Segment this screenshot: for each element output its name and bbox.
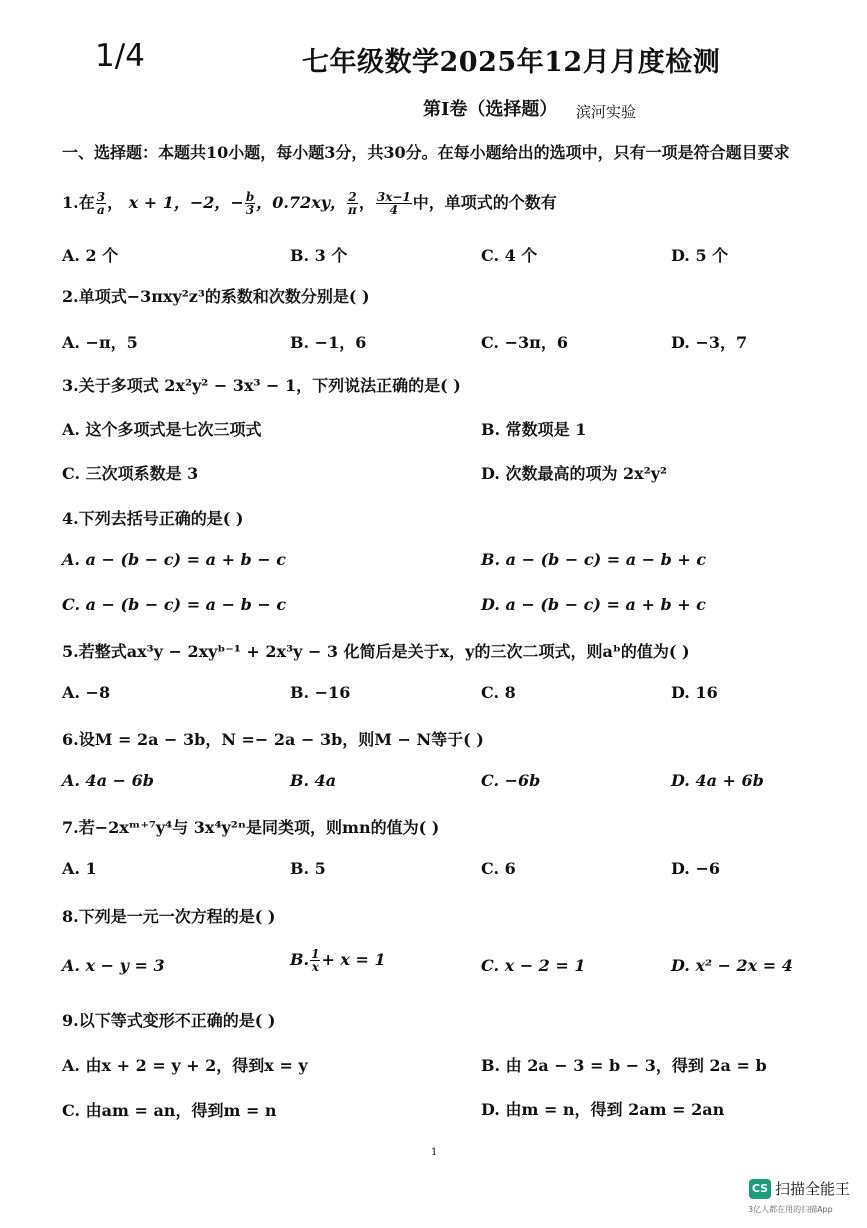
option-b: B. a − (b − c) = a − b + c [481,550,707,569]
option-c: C. x − 2 = 1 [481,956,586,975]
option-d: D. 4a + 6b [671,771,764,790]
fraction: $\frac{b}{3}$ [245,190,255,217]
option-a: A. a − (b − c) = a + b − c [62,550,287,569]
option-d: D. −3，7 [671,333,748,352]
option-d: D. 由m = n，得到 2am = 2an [481,1100,725,1119]
option-c: C. 6 [481,859,516,878]
option-a: A. −π，5 [62,333,138,352]
question-9: 9.以下等式变形不正确的是( ) [62,1011,276,1030]
question-4: 4.下列去括号正确的是( ) [62,509,244,528]
option-a: A. x − y = 3 [62,956,165,975]
option-a: A. 4a − 6b [62,771,154,790]
option-c: C. −3π，6 [481,333,568,352]
option-b: B. 常数项是 1 [481,420,587,439]
option-d: D. −6 [671,859,720,878]
option-c: C. 8 [481,683,516,702]
option-a: A. 这个多项式是七次三项式 [62,420,262,439]
option-a: A. 2 个 [62,246,119,265]
question-8: 8.下列是一元一次方程的是( ) [62,907,276,926]
option-c: C. a − (b − c) = a − b − c [62,595,287,614]
option-b: B. $\frac{1}{x}$ + x = 1 [290,947,386,974]
option-b: B. −16 [290,683,351,702]
fraction: $\frac{1}{x}$ [311,947,320,974]
exam-title: 七年级数学2025年12月月度检测 [302,47,721,78]
option-b: B. 3 个 [290,246,348,265]
fraction: $\frac{3x-1}{4}$ [376,190,411,217]
option-c: C. 4 个 [481,246,538,265]
question-6: 6.设M = 2a − 3b，N =− 2a − 3b，则M − N等于( ) [62,730,484,749]
option-d: D. 5 个 [671,246,729,265]
scanner-brand: 扫描全能王 [775,1180,851,1198]
option-a: A. 由x + 2 = y + 2，得到x = y [62,1056,308,1075]
page-mark: 1 [431,1147,438,1158]
fraction: $\frac{3}{a}$ [96,190,106,217]
option-a: A. 1 [62,859,97,878]
scanner-badge [749,1178,850,1199]
question-7: 7.若−2xᵐ⁺⁷y⁴与 3x⁴y²ⁿ是同类项，则mn的值为( ) [62,818,440,837]
option-d: D. a − (b − c) = a + b + c [481,595,706,614]
option-a: A. −8 [62,683,111,702]
paper-section-title: 第I卷（选择题） [423,99,558,120]
question-3: 3.关于多项式 2x²y² − 3x³ − 1，下列说法正确的是( ) [62,376,461,395]
option-c: C. −6b [481,771,541,790]
page-number: 1/4 [95,38,145,74]
option-b: B. −1，6 [290,333,367,352]
question-2: 2.单项式−3πxy²z³的系数和次数分别是( ) [62,287,370,306]
section-heading: 一、选择题：本题共10小题，每小题3分，共30分。在每小题给出的选项中，只有一项是符合题目要求 [62,143,790,162]
option-d: D. 16 [671,683,718,702]
option-c: C. 由am = an，得到m = n [62,1101,277,1120]
question-5: 5.若整式ax³y − 2xyᵇ⁻¹ + 2x³y − 3 化简后是关于x，y的三次二项式，则aᵇ的值为( ) [62,642,690,661]
scanner-tagline: 3亿人都在用的扫描App [748,1205,833,1214]
camscanner-icon: CS [749,1179,771,1199]
question-1: 1.在 $\frac{3}{a}$ ， x + 1，−2，− $\frac{b}{3}$ ，0.72xy， $\frac{2}{\pi}$ ， $\frac{3x-1}{4}$ 中，单项式的个数有 [62,190,557,217]
option-b: B. 5 [290,859,326,878]
option-d: D. 次数最高的项为 2x²y² [481,464,668,483]
option-b: B. 4a [290,771,337,790]
school-name: 滨河实验 [576,103,637,121]
fraction: $\frac{2}{\pi}$ [348,190,357,217]
option-d: D. x² − 2x = 4 [671,956,793,975]
option-b: B. 由 2a − 3 = b − 3，得到 2a = b [481,1056,767,1075]
option-c: C. 三次项系数是 3 [62,464,199,483]
